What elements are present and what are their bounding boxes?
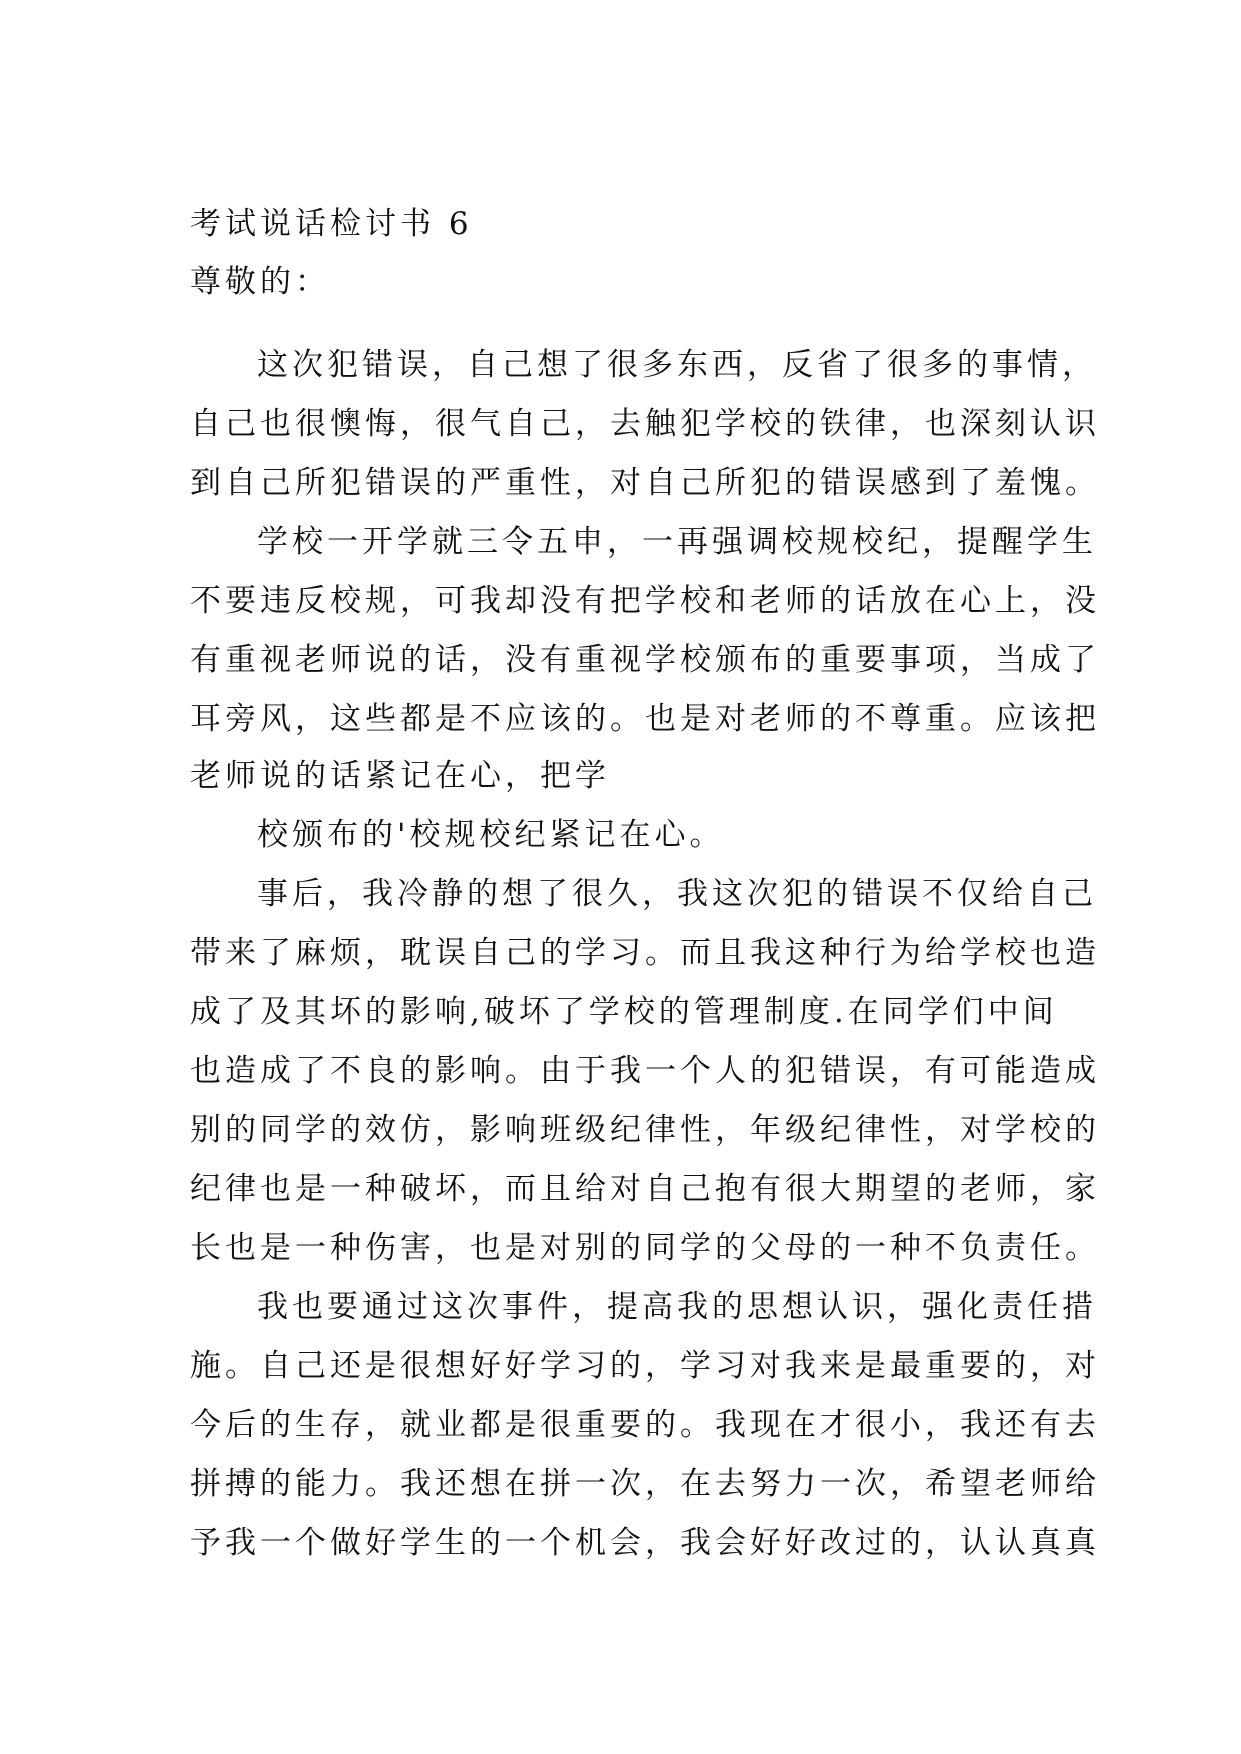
text-line: 事后，我冷静的想了很久，我这次犯的错误不仅给自己 xyxy=(257,876,1097,912)
text-line: 也造成了不良的影响。由于我一个人的犯错误，有可能造成 xyxy=(190,1053,1100,1089)
text-line: 我也要通过这次事件，提高我的思想认识，强化责任措 xyxy=(257,1289,1097,1325)
text-line: 今后的生存，就业都是很重要的。我现在才很小，我还有去 xyxy=(190,1407,1100,1443)
text-line: 到自己所犯错误的严重性，对自己所犯的错误感到了羞愧。 xyxy=(190,465,1100,501)
text-line: 成了及其坏的影响,破坏了学校的管理制度.在同学们中间 xyxy=(190,994,1058,1030)
text-line: 予我一个做好学生的一个机会，我会好好改过的，认认真真 xyxy=(190,1525,1100,1561)
text-line: 长也是一种伤害，也是对别的同学的父母的一种不负责任。 xyxy=(190,1230,1100,1266)
text-line: 带来了麻烦，耽误自己的学习。而且我这种行为给学校也造 xyxy=(190,935,1100,971)
text-line: 学校一开学就三令五申，一再强调校规校纪，提醒学生 xyxy=(257,524,1097,560)
text-line: 校颁布的'校规校纪紧记在心。 xyxy=(257,817,725,853)
text-line: 自己也很懊悔，很气自己，去触犯学校的铁律，也深刻认识 xyxy=(190,406,1100,442)
text-line: 有重视老师说的话，没有重视学校颁布的重要事项，当成了 xyxy=(190,642,1100,678)
text-line: 老师说的话紧记在心，把学 xyxy=(190,758,610,794)
text-line: 不要违反校规，可我却没有把学校和老师的话放在心上，没 xyxy=(190,583,1100,619)
text-line: 耳旁风，这些都是不应该的。也是对老师的不尊重。应该把 xyxy=(190,701,1100,737)
text-line: 纪律也是一种破坏，而且给对自己抱有很大期望的老师，家 xyxy=(190,1171,1100,1207)
text-line: 别的同学的效仿，影响班级纪律性，年级纪律性，对学校的 xyxy=(190,1112,1100,1148)
salutation: 尊敬的： xyxy=(190,264,330,300)
text-line: 施。自己还是很想好好学习的，学习对我来是最重要的，对 xyxy=(190,1348,1100,1384)
document-title: 考试说话检讨书 6 xyxy=(190,206,473,242)
text-line: 拼搏的能力。我还想在拼一次，在去努力一次，希望老师给 xyxy=(190,1466,1100,1502)
text-line: 这次犯错误，自己想了很多东西，反省了很多的事情， xyxy=(257,347,1097,383)
